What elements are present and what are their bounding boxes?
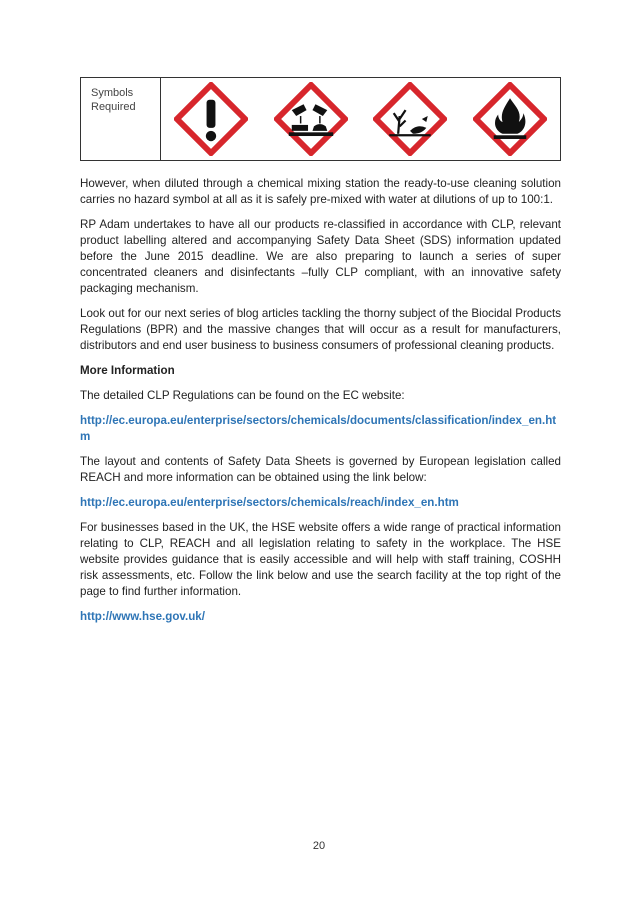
paragraph-hse: For businesses based in the UK, the HSE website offers a wide range of practical information relating to CLP, REACH and all legislation relating to safety in the workplace. The HSE website provides guidance that is easily accessible and will help with staff training, COSHH risk assessments, etc. Follow the link below and use the search facility at the top right of the page to find further information.	[80, 521, 561, 598]
pictogram-flame	[460, 78, 560, 160]
page-number: 20	[312, 840, 326, 852]
pictogram-environment	[361, 78, 461, 160]
paragraph-dilution: However, when diluted through a chemical mixing station the ready-to-use cleaning solution carries no hazard symbol at all as it is safely pre-mixed with water at dilutions of up to 100:1.	[80, 177, 561, 206]
symbols-required-label	[81, 78, 161, 160]
body-text	[80, 176, 561, 634]
exclamation-mark-icon	[174, 82, 248, 156]
flame-icon	[473, 82, 547, 156]
symbols-label-line2: Required	[91, 101, 136, 113]
paragraph-reach: The layout and contents of Safety Data Sheets is governed by European legislation called REACH and more information can be obtained using the link below:	[80, 455, 561, 484]
hazard-symbols-table	[80, 77, 561, 161]
link-hse[interactable]: http://www.hse.gov.uk/	[80, 610, 205, 623]
paragraph-biocidal: Look out for our next series of blog articles tackling the thorny subject of the Biocidal Products Regulations (BPR) and the massive changes that will occur as a result for manufacturers, distributors and end user business to business consumers of professional cleaning products.	[80, 307, 561, 352]
symbols-label-line1: Symbols	[91, 87, 134, 99]
pictogram-exclamation	[161, 78, 261, 160]
link-clp-classification[interactable]: http://ec.europa.eu/enterprise/sectors/chemicals/documents/classification/index_en.htm	[80, 414, 557, 443]
pictogram-corrosive	[261, 78, 361, 160]
paragraph-clp-regulations: The detailed CLP Regulations can be found on the EC website:	[80, 389, 405, 402]
link-reach[interactable]: http://ec.europa.eu/enterprise/sectors/chemicals/reach/index_en.htm	[80, 496, 459, 509]
section-heading-more-information: More Information	[80, 364, 175, 377]
environmental-hazard-icon	[373, 82, 447, 156]
paragraph-reclassification: RP Adam undertakes to have all our products re-classified in accordance with CLP, relevant product labelling altered and accompanying Safety Data Sheet (SDS) information updated before the June 2015 deadline. We are also preparing to launch a series of super concentrated cleaners and disinfectants –fully CLP compliant, with an innovative safety packaging mechanism.	[80, 218, 561, 295]
corrosive-icon	[274, 82, 348, 156]
